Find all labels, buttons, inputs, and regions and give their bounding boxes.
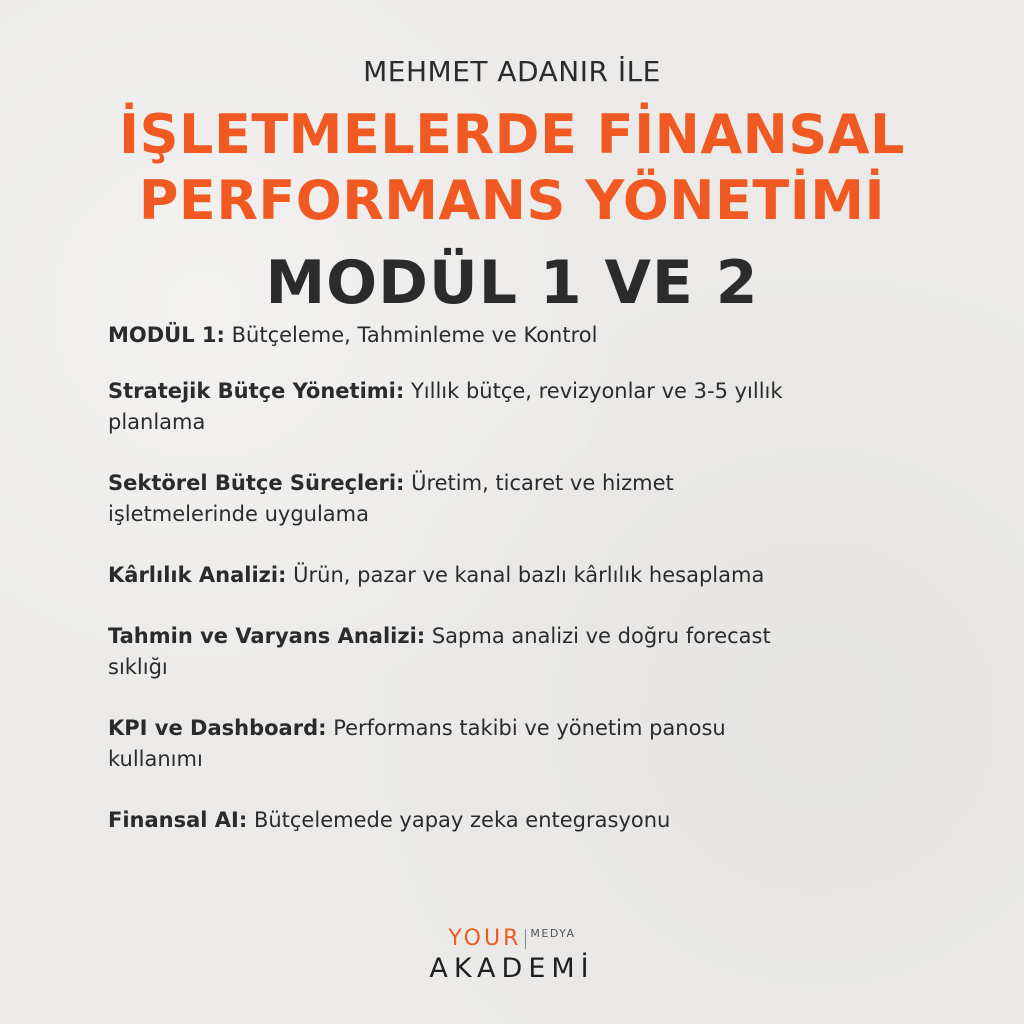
brand-logo <box>0 926 1024 984</box>
topic-term: KPI ve Dashboard: <box>108 716 327 740</box>
topic-item-strategic-budget <box>108 376 808 438</box>
topic-term: Sektörel Bütçe Süreçleri: <box>108 471 405 495</box>
logo-wordmark <box>448 926 575 951</box>
module-topics-list <box>108 320 808 836</box>
topic-term: Kârlılık Analizi: <box>108 563 287 587</box>
logo-your-text: YOUR <box>448 926 522 951</box>
topic-term: MODÜL 1: <box>108 323 225 347</box>
topic-item-profitability <box>108 560 808 591</box>
topic-term: Tahmin ve Varyans Analizi: <box>108 624 426 648</box>
subtitle: MEHMET ADANIR İLE <box>363 55 661 88</box>
logo-divider <box>525 929 526 949</box>
topic-term: Finansal AI: <box>108 808 248 832</box>
logo-akademi-text: AKADEMİ <box>429 953 595 984</box>
title-line-2: PERFORMANS YÖNETİMİ <box>138 169 886 232</box>
topic-description: Performans takibi ve yönetim panosu kullanımı <box>108 716 726 771</box>
title-line-1: İŞLETMELERDE FİNANSAL <box>119 103 905 166</box>
logo-medya-text: MEDYA <box>530 927 576 940</box>
topic-description: Sapma analizi ve doğru forecast sıklığı <box>108 624 771 679</box>
topic-term: Stratejik Bütçe Yönetimi: <box>108 379 405 403</box>
topic-description: Bütçeleme, Tahminleme ve Kontrol <box>224 323 598 347</box>
topic-description: Ürün, pazar ve kanal bazlı kârlılık hesaplama <box>286 563 765 587</box>
topic-description: Üretim, ticaret ve hizmet işletmelerinde uygulama <box>108 471 674 526</box>
topic-item-sectoral-budget <box>108 468 808 530</box>
module-heading: MODÜL 1 VE 2 <box>265 248 759 318</box>
topic-description: Bütçelemede yapay zeka entegrasyonu <box>247 808 671 832</box>
topic-item-financial-ai <box>108 805 808 836</box>
topic-description: Yıllık bütçe, revizyonlar ve 3-5 yıllık planlama <box>108 379 783 434</box>
topic-item-kpi-dashboard <box>108 713 808 775</box>
topic-item-modul-1 <box>108 320 808 351</box>
topic-item-forecast-variance <box>108 621 808 683</box>
